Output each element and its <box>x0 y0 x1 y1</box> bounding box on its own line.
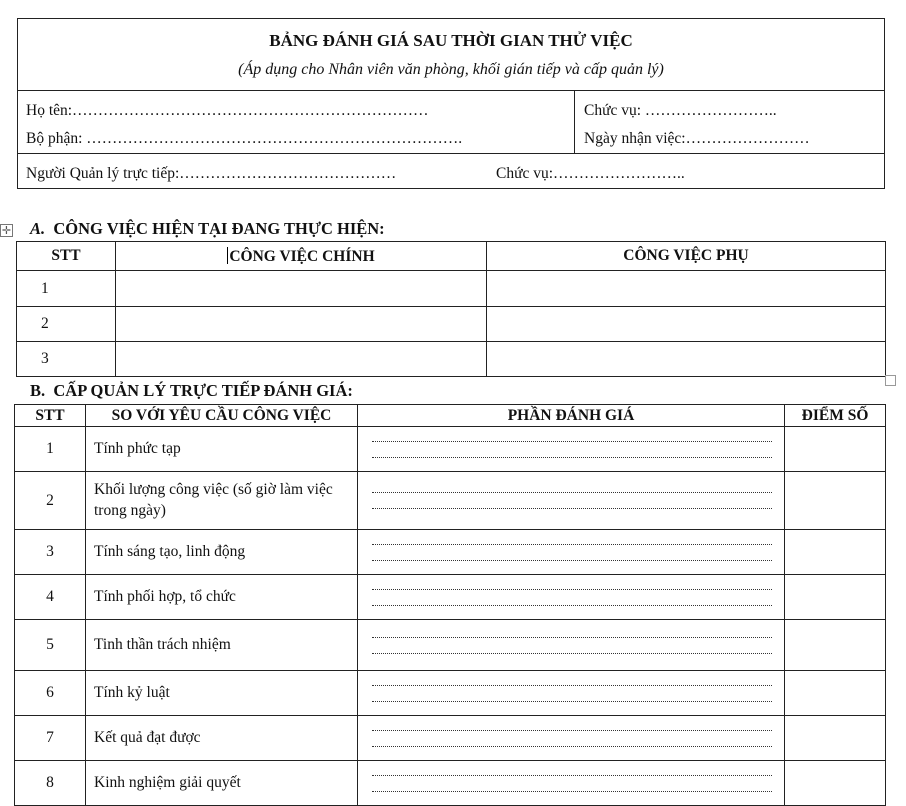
cell-assessment[interactable] <box>358 472 785 530</box>
current-work-table <box>16 241 886 377</box>
evaluation-table <box>14 404 886 806</box>
cell-side-work[interactable] <box>487 271 886 307</box>
cell-stt: 7 <box>15 716 86 761</box>
table-row <box>17 271 886 307</box>
cell-criteria: Tính sáng tạo, linh động <box>86 530 358 575</box>
table-row <box>17 307 886 342</box>
cell-criteria: Kinh nghiệm giải quyết <box>86 761 358 806</box>
table-header-row <box>17 242 886 271</box>
cell-stt: 3 <box>15 530 86 575</box>
cell-criteria: Kết quả đạt được <box>86 716 358 761</box>
cell-score[interactable] <box>785 530 886 575</box>
cell-stt: 5 <box>15 620 86 671</box>
column-header-criteria: SO VỚI YÊU CẦU CÔNG VIỆC <box>86 405 358 427</box>
section-a-heading <box>30 219 385 239</box>
table-row <box>15 575 886 620</box>
cell-side-work[interactable] <box>487 307 886 342</box>
column-header-main-work: CÔNG VIỆC CHÍNH <box>116 242 487 271</box>
table-row <box>15 427 886 472</box>
cell-criteria: Tính kỷ luật <box>86 671 358 716</box>
header-divider <box>18 153 884 154</box>
field-ho-ten[interactable]: Họ tên:…………………………………………………………… <box>26 102 429 119</box>
cell-main-work[interactable] <box>116 342 487 377</box>
cell-score[interactable] <box>785 716 886 761</box>
field-bo-phan[interactable]: Bộ phận: ………………………………………………………………. <box>26 130 463 147</box>
form-title: BẢNG ĐÁNH GIÁ SAU THỜI GIAN THỬ VIỆC <box>269 31 633 50</box>
cell-main-work[interactable] <box>116 307 487 342</box>
cell-score[interactable] <box>785 761 886 806</box>
cell-assessment[interactable] <box>358 427 785 472</box>
cell-stt: 6 <box>15 671 86 716</box>
cell-assessment[interactable] <box>358 575 785 620</box>
header-divider <box>18 90 884 91</box>
table-row <box>15 530 886 575</box>
form-subtitle: (Áp dụng cho Nhân viên văn phòng, khối gián tiếp và cấp quản lý) <box>238 61 664 78</box>
header-box <box>17 18 885 189</box>
table-row <box>15 472 886 530</box>
field-chuc-vu-quan-ly[interactable]: Chức vụ:…………………….. <box>496 165 685 182</box>
field-nguoi-quan-ly[interactable]: Người Quản lý trực tiếp:…………………………………… <box>26 165 397 182</box>
table-header-row <box>15 405 886 427</box>
cell-stt: 1 <box>15 427 86 472</box>
cell-main-work[interactable] <box>116 271 487 307</box>
header-column-divider <box>574 90 575 153</box>
section-b-title: CẤP QUẢN LÝ TRỰC TIẾP ĐÁNH GIÁ: <box>53 381 353 400</box>
column-header-side-work: CÔNG VIỆC PHỤ <box>487 242 886 271</box>
section-a-letter: A. <box>30 219 46 238</box>
cell-stt: 4 <box>15 575 86 620</box>
table-row <box>15 761 886 806</box>
cell-assessment[interactable] <box>358 620 785 671</box>
cell-score[interactable] <box>785 671 886 716</box>
table-row <box>15 716 886 761</box>
field-ngay-nhan-viec[interactable]: Ngày nhận việc:…………………… <box>584 130 810 147</box>
cell-score[interactable] <box>785 472 886 530</box>
cell-side-work[interactable] <box>487 342 886 377</box>
cell-assessment[interactable] <box>358 761 785 806</box>
cell-stt: 8 <box>15 761 86 806</box>
section-b-heading <box>30 381 353 401</box>
cell-score[interactable] <box>785 575 886 620</box>
cell-score[interactable] <box>785 620 886 671</box>
cell-criteria: Khối lượng công việc (số giờ làm việc trong ngày) <box>86 472 358 530</box>
field-chuc-vu[interactable]: Chức vụ: …………………….. <box>584 102 777 119</box>
cell-score[interactable] <box>785 427 886 472</box>
section-b-letter: B. <box>30 381 46 400</box>
cell-criteria: Tính phối hợp, tổ chức <box>86 575 358 620</box>
table-row <box>17 342 886 377</box>
table-row <box>15 620 886 671</box>
cell-assessment[interactable] <box>358 716 785 761</box>
column-header-stt: STT <box>15 405 86 427</box>
cell-assessment[interactable] <box>358 671 785 716</box>
cell-stt: 2 <box>15 472 86 530</box>
cell-assessment[interactable] <box>358 530 785 575</box>
table-row <box>15 671 886 716</box>
table-resize-handle[interactable] <box>885 375 896 386</box>
column-header-stt: STT <box>17 242 116 271</box>
table-move-handle-icon[interactable]: ✛ <box>1 224 12 237</box>
cell-criteria: Tinh thần trách nhiệm <box>86 620 358 671</box>
cell-criteria: Tính phức tạp <box>86 427 358 472</box>
cell-stt: 1 <box>17 271 116 307</box>
column-header-score: ĐIỂM SỐ <box>785 405 886 427</box>
cell-stt: 2 <box>17 307 116 342</box>
section-a-title: CÔNG VIỆC HIỆN TẠI ĐANG THỰC HIỆN: <box>53 219 385 238</box>
column-header-assessment: PHẦN ĐÁNH GIÁ <box>358 405 785 427</box>
cell-stt: 3 <box>17 342 116 377</box>
